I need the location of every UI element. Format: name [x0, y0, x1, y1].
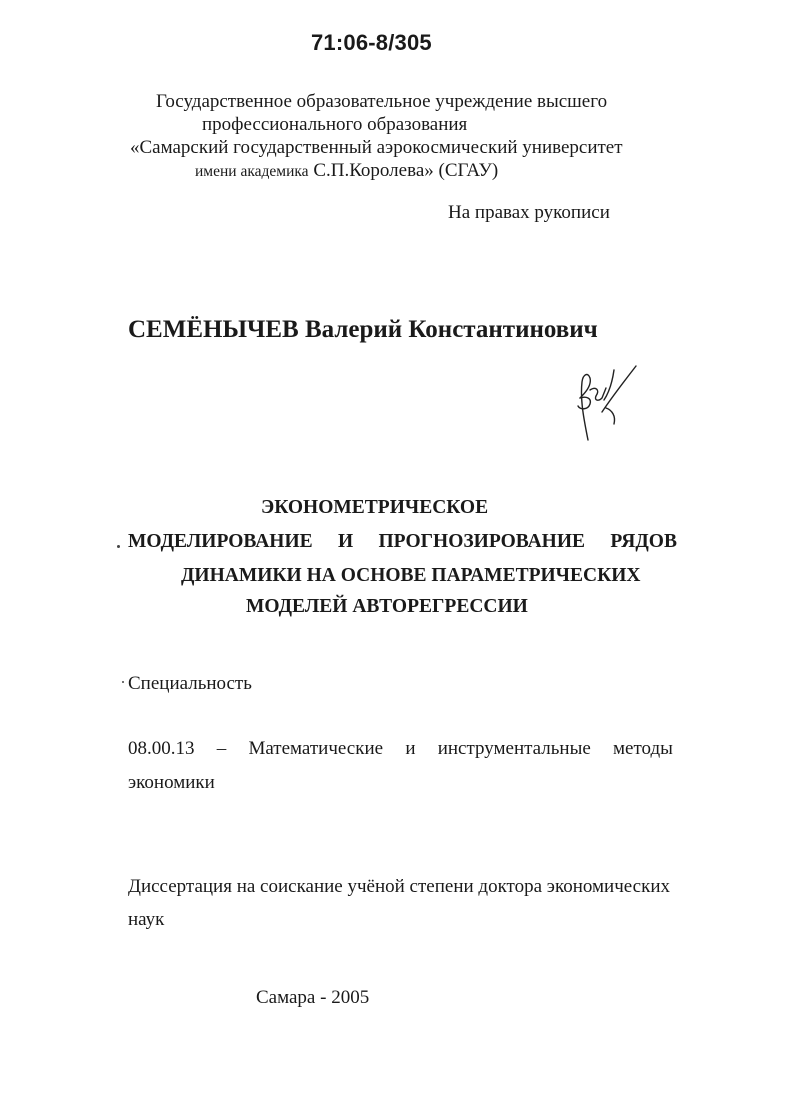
- specialty-line-1: [128, 738, 673, 760]
- city-year: Самара - 2005: [256, 987, 370, 1008]
- title-line-3: ДИНАМИКИ НА ОСНОВЕ ПАРАМЕТРИЧЕСКИХ: [181, 565, 641, 586]
- specialty-word: инструментальные: [437, 738, 591, 759]
- organization-line-2: профессионального образования: [202, 114, 468, 135]
- organization-line-3: «Самарский государственный аэрокосмический университет: [130, 137, 623, 158]
- dissertation-line-2: наук: [128, 909, 165, 930]
- specialty-word: 08.00.13: [128, 738, 195, 759]
- scan-speck: [117, 545, 120, 548]
- title-line-1: ЭКОНОМЕТРИЧЕСКОЕ: [261, 497, 489, 518]
- title-word: РЯДОВ: [610, 531, 677, 552]
- organization-line-1: Государственное образовательное учреждение высшего: [156, 91, 608, 112]
- title-line-2: [128, 531, 677, 553]
- title-word: ПРОГНОЗИРОВАНИЕ: [378, 531, 586, 552]
- manuscript-rights: На правах рукописи: [448, 202, 610, 223]
- specialty-label: Специальность: [128, 673, 252, 694]
- document-code: 71:06-8/305: [311, 30, 432, 55]
- specialty-line-2: экономики: [128, 772, 215, 793]
- author-name: СЕМЁНЫЧЕВ Валерий Константинович: [128, 316, 598, 343]
- dissertation-line-1: Диссертация на соискание учёной степени доктора экономических: [128, 876, 671, 897]
- title-word: И: [337, 531, 354, 552]
- specialty-word: и: [405, 738, 416, 759]
- organization-line-4-small: имени академика: [195, 163, 309, 180]
- title-word: МОДЕЛИРОВАНИЕ: [128, 531, 313, 552]
- organization-line-4: [195, 160, 498, 182]
- specialty-word: методы: [613, 738, 673, 759]
- specialty-word: Математические: [248, 738, 384, 759]
- signature-icon: [560, 360, 645, 442]
- specialty-word: –: [216, 738, 227, 759]
- title-line-4: МОДЕЛЕЙ АВТОРЕГРЕССИИ: [246, 596, 528, 617]
- scan-speck: [122, 681, 124, 683]
- organization-line-4-rest: С.П.Королева» (СГАУ): [308, 160, 499, 181]
